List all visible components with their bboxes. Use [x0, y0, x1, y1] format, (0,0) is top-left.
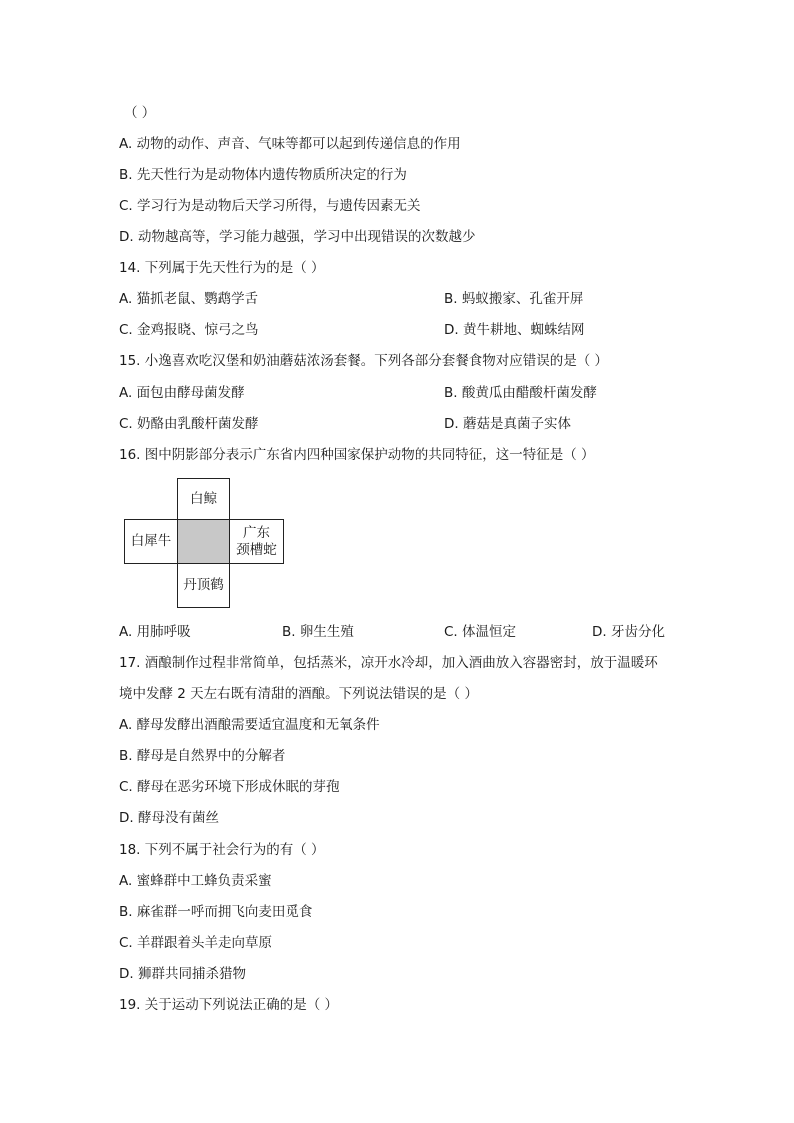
shaded-intersection [177, 519, 230, 564]
text-line-l-15: 15. 小逸喜欢吃汉堡和奶油蘑菇浓汤套餐。下列各部分套餐食物对应错误的是（ ） [119, 353, 609, 369]
text-line-l-14: 14. 下列属于先天性行为的是（ ） [119, 260, 325, 276]
text-line-l-13a: A. 动物的动作、声音、气味等都可以起到传递信息的作用 [119, 136, 461, 152]
box-white-rhino [124, 519, 178, 564]
label-beluga: 白鲸 [190, 490, 217, 507]
text-line-l-16a: A. 用肺呼吸 [119, 624, 191, 640]
text-line-l-18b: B. 麻雀群一呼而拥飞向麦田觅食 [119, 904, 313, 920]
text-line-l-15a: A. 面包由酵母菌发酵 [119, 385, 245, 401]
text-line-l-15c: C. 奶酪由乳酸杆菌发酵 [119, 416, 259, 432]
label-neck-groove-snake: 颈槽蛇 [236, 541, 277, 558]
text-line-l-14c: C. 金鸡报晓、惊弓之鸟 [119, 322, 259, 338]
text-line-l-16: 16. 图中阴影部分表示广东省内四种国家保护动物的共同特征，这一特征是（ ） [119, 447, 595, 463]
text-line-l-17-d: D. 酵母没有菌丝 [119, 810, 219, 826]
box-beluga [177, 478, 230, 520]
text-line-l-18d: D. 狮群共同捕杀猎物 [119, 966, 246, 982]
text-line-l-16c: C. 体温恒定 [444, 624, 517, 640]
text-line-l-14d: D. 黄牛耕地、蜘蛛结网 [444, 322, 585, 338]
text-line-l-18: 18. 下列不属于社会行为的有（ ） [119, 842, 325, 858]
text-line-l-17-c: C. 酵母在恶劣环境下形成休眠的芽孢 [119, 779, 340, 795]
venn-cross-diagram [124, 478, 284, 608]
text-line-l-13d: D. 动物越高等，学习能力越强，学习中出现错误的次数越少 [119, 229, 476, 245]
text-line-l-19: 19. 关于运动下列说法正确的是（ ） [119, 997, 339, 1013]
text-line-l-17-b: B. 酵母是自然界中的分解者 [119, 748, 286, 764]
label-white-rhino: 白犀牛 [130, 533, 172, 549]
text-line-l-13c: C. 学习行为是动物后天学习所得，与遗传因素无关 [119, 198, 421, 214]
text-line-l-bracket: （ ） [124, 105, 156, 121]
text-line-l-17-a: A. 酵母发酵出酒酿需要适宜温度和无氧条件 [119, 717, 380, 733]
text-line-l-16b: B. 卵生生殖 [282, 624, 354, 640]
text-line-l-14b: B. 蚂蚁搬家、孔雀开屏 [444, 291, 584, 307]
text-line-l-13b: B. 先天性行为是动物体内遗传物质所决定的行为 [119, 167, 407, 183]
label-red-crowned-crane: 丹顶鹤 [183, 577, 224, 593]
text-line-l-15b: B. 酸黄瓜由醋酸杆菌发酵 [444, 385, 597, 401]
text-line-l-18a: A. 蜜蜂群中工蜂负责采蜜 [119, 873, 272, 889]
text-line-l-16d: D. 牙齿分化 [592, 624, 665, 640]
text-line-l-17a: 17. 酒酿制作过程非常简单，包括蒸米，凉开水冷却，加入酒曲放入容器密封，放于温暖环 [119, 655, 658, 671]
text-line-l-17b: 境中发酵 2 天左右既有清甜的酒酿。下列说法错误的是（ ） [119, 686, 478, 702]
label-guangdong: 广东 [243, 524, 270, 541]
box-guangdong-snake [229, 519, 284, 564]
box-crane [177, 563, 230, 608]
text-line-l-15d: D. 蘑菇是真菌子实体 [444, 416, 571, 432]
text-line-l-18c: C. 羊群跟着头羊走向草原 [119, 935, 273, 951]
text-line-l-14a: A. 猫抓老鼠、鹦鹉学舌 [119, 291, 259, 307]
